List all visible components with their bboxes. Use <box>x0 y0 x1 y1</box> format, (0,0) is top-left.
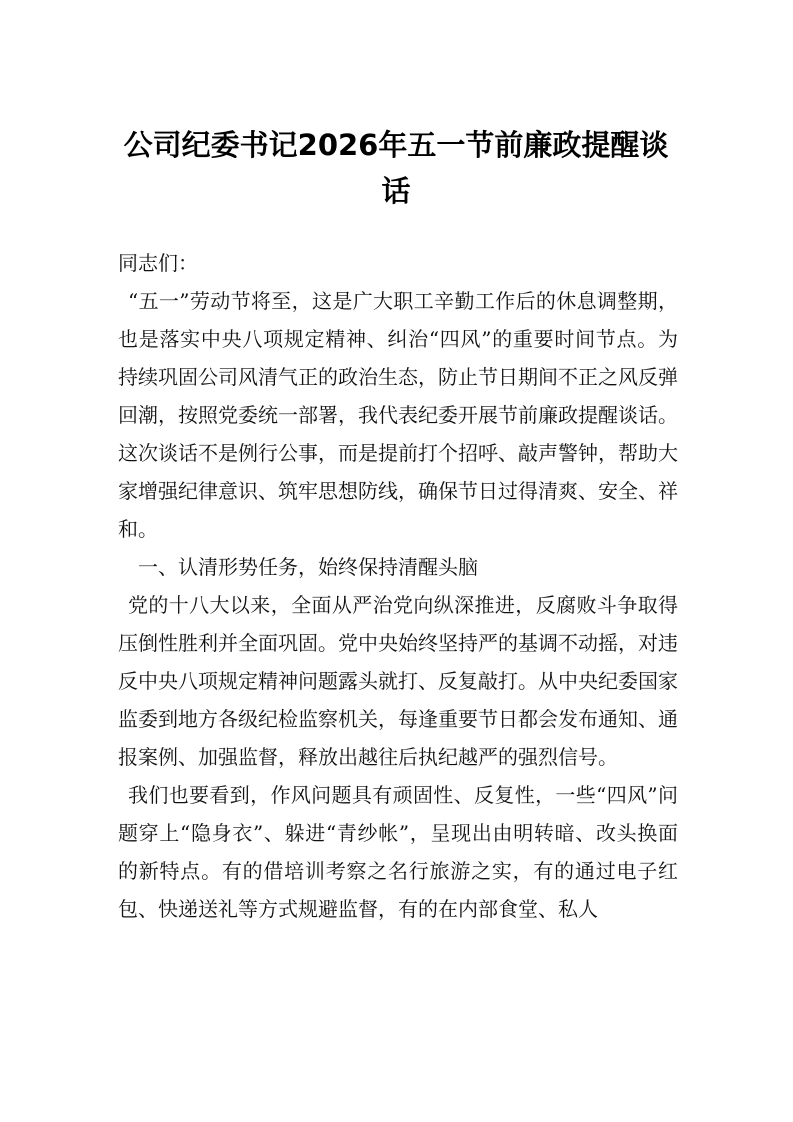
document-body <box>118 244 678 928</box>
paragraph-situation: 党的十八大以来，全面从严治党向纵深推进，反腐败斗争取得压倒性胜利并全面巩固。党中央始终坚持严的基调不动摇，对违反中央八项规定精神问题露头就打、反复敲打。从中央纪委国家监委到地方各级纪检监察机关，每逢重要节日都会发布通知、通报案例、加强监督，释放出越往后执纪越严的强烈信号。 <box>118 593 678 769</box>
salutation: 同志们： <box>118 251 198 275</box>
document-title: 公司纪委书记2026年五一节前廉政提醒谈话 <box>123 128 669 208</box>
paragraph-intro: “五一”劳动节将至，这是广大职工辛勤工作后的休息调整期，也是落实中央八项规定精神、纠治“四风”的重要时间节点。为持续巩固公司风清气正的政治生态，防止节日期间不正之风反弹回潮，按照党委统一部署，我代表纪委开展节前廉政提醒谈话。这次谈话不是例行公事，而是提前打个招呼、敲声警钟，帮助大家增强纪律意识、筑牢思想防线，确保节日过得清爽、安全、祥和。 <box>118 289 678 541</box>
paragraph-problems: 我们也要看到，作风问题具有顽固性、反复性，一些“四风”问题穿上“隐身衣”、躲进“青纱帐”，呈现出由明转暗、改头换面的新特点。有的借培训考察之名行旅游之实，有的通过电子红包、快递送礼等方式规避监督，有的在内部食堂、私人 <box>118 783 678 921</box>
section-heading: 一、认清形势任务，始终保持清醒头脑 <box>138 555 478 579</box>
